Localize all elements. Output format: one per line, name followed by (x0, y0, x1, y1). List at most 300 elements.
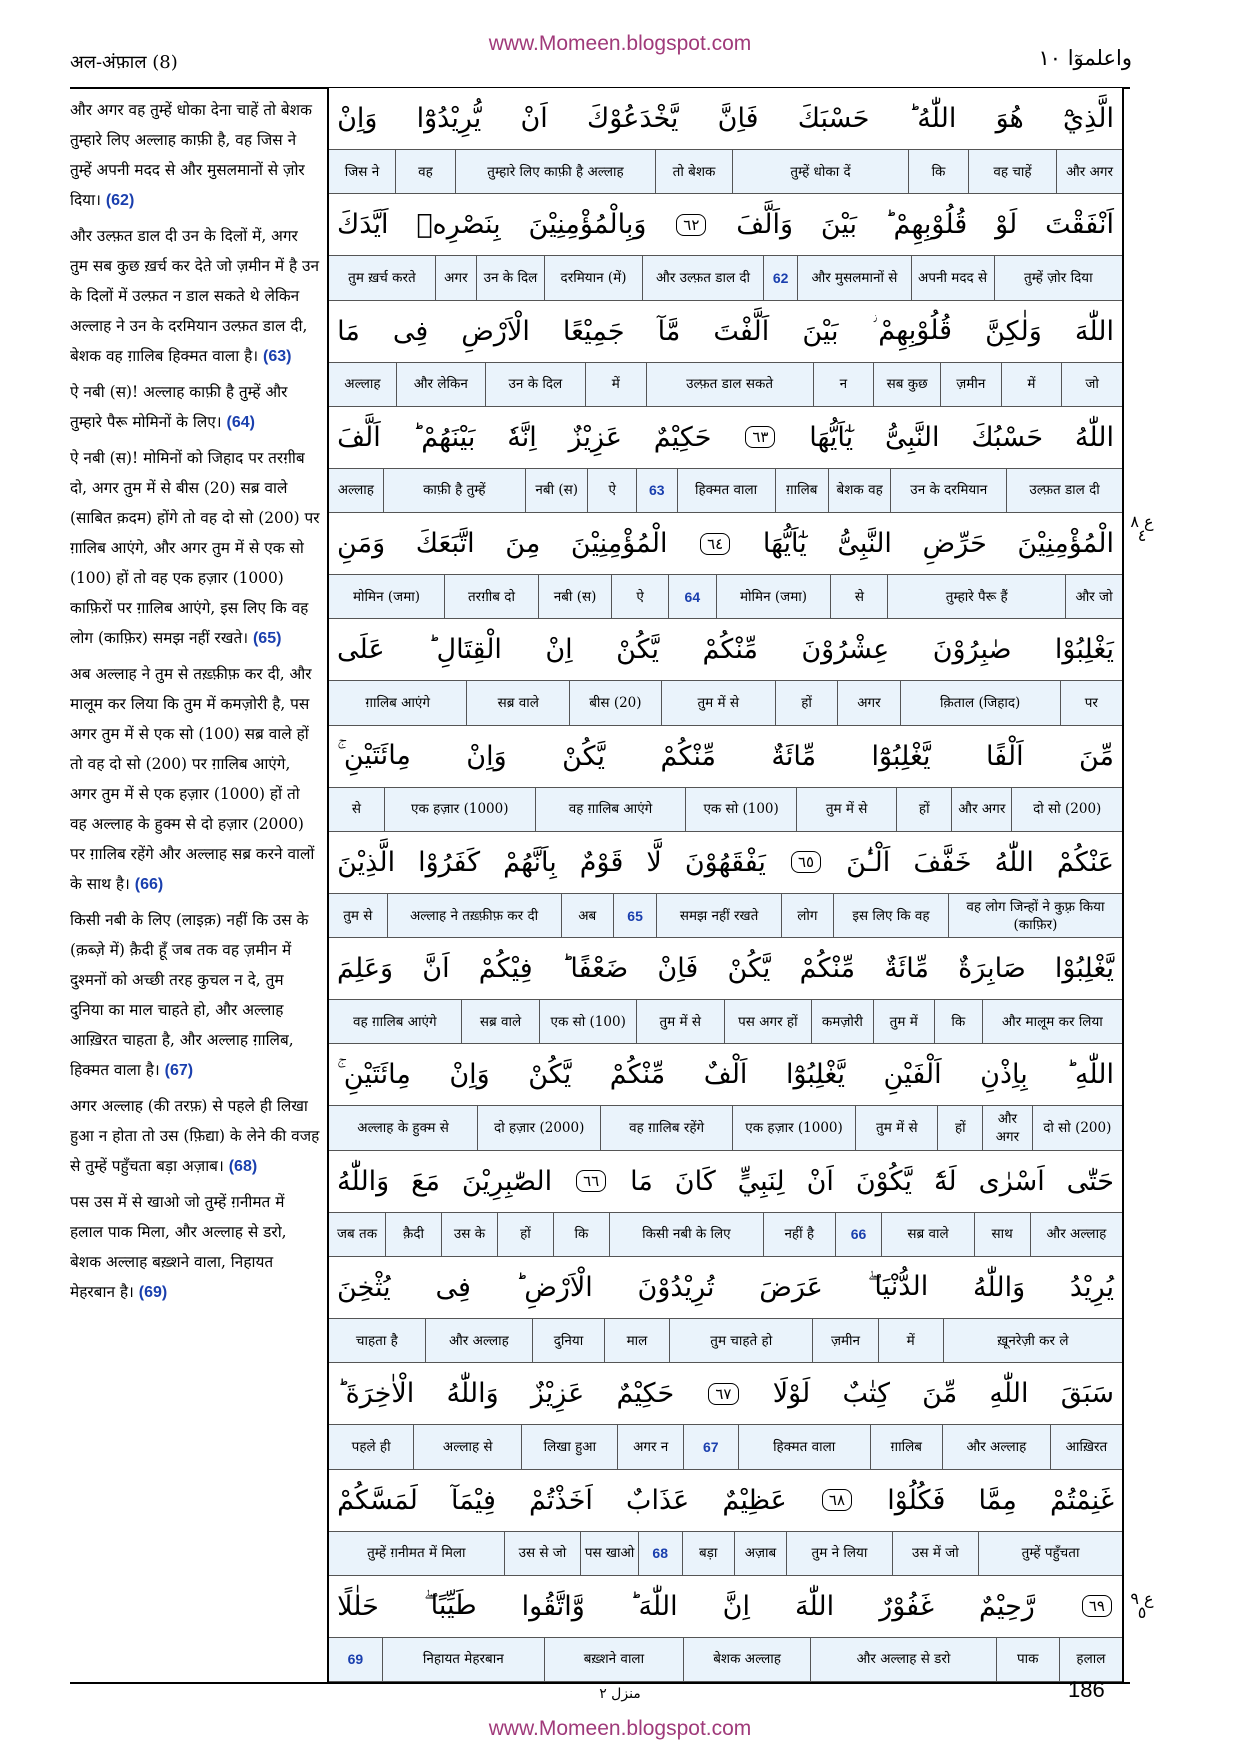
arabic-word: وَاِنْ (449, 1059, 490, 1091)
word-meaning: लिखा हुआ (521, 1425, 617, 1468)
word-meaning: कि (908, 150, 968, 193)
arabic-word: يَغْلِبُوْا (1054, 634, 1114, 666)
arabic-line (329, 88, 1122, 150)
translation-line (329, 1319, 1122, 1363)
arabic-word: مِنَ (505, 528, 541, 560)
word-meaning: आख़िरत (1050, 1425, 1122, 1468)
arabic-word: يُثْخِنَ (337, 1271, 391, 1303)
footer-rule (70, 1682, 1130, 1684)
word-meaning: अपनी मदद से (911, 256, 994, 299)
verse-number-cell: 64 (668, 575, 715, 618)
word-meaning: में (1001, 363, 1062, 406)
word-meaning: और उल्फ़त डाल दी (642, 256, 763, 299)
word-meaning: मोमिन (जमा) (716, 575, 831, 618)
word-meaning: तुम ख़र्च करते (348, 269, 416, 286)
word-meaning: हिक्मत वाला (677, 469, 775, 512)
arabic-word: الصّٰبِرِيْنَ (461, 1165, 553, 1197)
arabic-word: وَاَلَّفَ (736, 209, 793, 241)
word-meaning: कि (934, 1000, 982, 1043)
arabic-word: وَاِنْ (337, 103, 378, 134)
arabic-word: اَخَذْتُمْ (529, 1484, 593, 1516)
arabic-word: فِى (435, 1271, 471, 1303)
arabic-word: فِيْمَآ (451, 1484, 496, 1516)
translation-line (329, 1638, 1122, 1682)
verse-number-cell: 63 (636, 469, 677, 512)
arabic-word: وَمَنِ (337, 528, 386, 560)
header-url[interactable]: www.Momeen.blogspot.com (488, 32, 752, 55)
arabic-word: لَوْ (995, 209, 1018, 241)
arabic-line (329, 1257, 1122, 1319)
arabic-word: مِّائَةٌ (771, 740, 817, 772)
verse-number-cell: 66 (835, 1213, 882, 1256)
word-meaning: तुम्हें पहुँचता (978, 1532, 1122, 1575)
arabic-word: حَكِيْمٌ (653, 421, 712, 453)
arabic-line (329, 1151, 1122, 1213)
footer-url[interactable]: www.Momeen.blogspot.com (488, 1717, 752, 1740)
arabic-word: مِّنْكُمْ (609, 1059, 666, 1091)
translation-line (329, 1425, 1122, 1469)
arabic-word: حَلٰلًا (337, 1590, 379, 1622)
word-meaning: दो सो (200) (1032, 1106, 1122, 1149)
word-meaning: किसी नबी के लिए (609, 1213, 763, 1256)
word-meaning: वह (395, 150, 455, 193)
word-meaning: हों (497, 1213, 553, 1256)
word-meaning: में (585, 363, 646, 406)
arabic-word: الْاَرْضِ (461, 315, 530, 347)
word-meaning: ग़ालिब आएंगे (365, 694, 430, 711)
arabic-word: وَلٰكِنَّ (985, 315, 1042, 347)
arabic-word: الْمُؤْمِنِيْنَ (1017, 528, 1114, 560)
arabic-line (329, 407, 1122, 469)
verse-number: (64) (226, 414, 255, 431)
word-meaning: तुम्हें धोका दें (732, 150, 908, 193)
word-meaning: बेशक वह (828, 469, 890, 512)
word-meaning: हिक्मत वाला (738, 1425, 870, 1468)
arabic-word: اللّٰهِ ؕ (1066, 1059, 1114, 1091)
arabic-word: الْاَرْضِ ؕ (515, 1271, 593, 1303)
word-meaning: बख़्शने वाला (544, 1638, 683, 1681)
arabic-word: يَّغْلِبُوْٓا (785, 1059, 846, 1091)
word-meaning: उस के (441, 1213, 497, 1256)
word-meaning: वह ग़ालिब आएंगे (535, 788, 686, 831)
arabic-word: فَاِنَّ (717, 103, 759, 134)
translation-text: और उल्फ़त डाल दी उन के दिलों में, अगर तुम सब कुछ ख़र्च कर देते जो ज़मीन में है उन के दिलों में उल्फ़त न डाल सकते थे लेकिन अल्लाह ने उन के दरमियान उल्फ़त डाल दी, बेशक वह ग़ालिब हिक्मत वाला है। (70, 227, 320, 365)
verse-number: (67) (164, 1062, 194, 1079)
arabic-word: وَاللّٰهُ (446, 1378, 499, 1410)
verse-number: (62) (105, 192, 135, 209)
word-meaning: तुम्हें ग़नीमत में मिला (367, 1545, 466, 1562)
word-meaning: एक हज़ार (1000) (384, 788, 535, 831)
word-meaning: अगर (435, 256, 476, 299)
translation-line (329, 575, 1122, 619)
word-meaning: और अल्लाह से डरो (810, 1638, 995, 1681)
translation-text: और अगर वह तुम्हें धोका देना चाहें तो बेशक तुम्हारे लिए अल्लाह काफ़ी है, वह जिस ने तुम्हें अपनी मदद से और मुसलमानों से ज़ोर दिया। (70, 101, 312, 209)
word-meaning: कि (553, 1213, 609, 1256)
word-meaning: ख़ूनरेज़ी कर ले (943, 1319, 1122, 1362)
verse-number-cell: 69 (347, 1651, 364, 1668)
translation-text: अगर अल्लाह (की तरफ़) से पहले ही लिखा हुआ न होता तो उस (फ़िद्या) के लेने की वजह से तुम्हें पहुँचता बड़ा अज़ाब। (70, 1097, 320, 1175)
arabic-word: اَلْفٌ (703, 1059, 748, 1091)
word-meaning: तुम्हारे लिए काफ़ी है अल्लाह (455, 150, 655, 193)
arabic-word: اللّٰهُ ؕ (908, 103, 957, 134)
arabic-word: الْمُؤْمِنِيْنَ (570, 528, 668, 560)
word-meaning: उल्फ़त डाल सकते (646, 363, 813, 406)
arabic-line (329, 832, 1122, 894)
word-meaning: दुनिया (532, 1319, 604, 1362)
arabic-word: وَّاتَّقُوا (521, 1590, 585, 1622)
word-meaning: काफ़ी है तुम्हें (383, 469, 526, 512)
arabic-word: يَّكُنْ (616, 634, 660, 666)
word-meaning: दरमियान (में) (544, 256, 642, 299)
word-meaning: वह ग़ालिब रहेंगे (600, 1106, 732, 1149)
arabic-word: مِمَّا (978, 1484, 1017, 1516)
word-meaning: तुम में से (661, 681, 775, 724)
arabic-word: اللّٰهَ (1074, 315, 1114, 347)
word-meaning: ग़ालिब (870, 1425, 942, 1468)
arabic-word: مَا (630, 1165, 653, 1197)
arabic-word: بِاَنَّهُمْ (503, 846, 557, 878)
word-meaning: और अगर (951, 788, 1011, 831)
arabic-word: هُوَ (995, 103, 1024, 134)
arabic-word: يَّكُنْ (528, 1059, 572, 1091)
arabic-word: مَا (337, 315, 360, 347)
arabic-word: يَّكُنْ (562, 740, 606, 772)
arabic-word: كِتٰبٌ (842, 1378, 890, 1410)
arabic-word: مِّنْكُمْ (702, 634, 758, 666)
arabic-word: الْقِتَالِ ؕ (427, 634, 502, 666)
arabic-word: تُرِيْدُوْنَ (637, 1271, 715, 1303)
arabic-word: حَرِّضِ (922, 528, 987, 560)
arabic-word: يَّغْلِبُوْا (1054, 953, 1114, 985)
ayah-end-marker: ٦٨ (822, 1489, 852, 1511)
word-meaning: ज़मीन (812, 1319, 877, 1362)
arabic-word: اَلْـٰٔنَ (846, 846, 891, 878)
word-meaning: बीस (20) (569, 681, 660, 724)
word-meaning: उन के दरमियान (890, 469, 1006, 512)
word-meaning: तुम से (343, 907, 373, 924)
arabic-line (329, 938, 1122, 1000)
arabic-word: جَمِيْعًا (562, 315, 625, 347)
translation-line (329, 894, 1122, 938)
translation-paragraph (70, 659, 320, 900)
verse-number: (65) (252, 630, 282, 647)
arabic-word: اَيَّدَكَ (337, 209, 389, 241)
arabic-word: عَظِيْمٌ (722, 1484, 787, 1516)
word-meaning: में (878, 1319, 943, 1362)
arabic-word: صَابِرَةٌ (958, 953, 1026, 985)
word-meaning: नबी (स) (525, 469, 587, 512)
arabic-word: غَنِمْتُمْ (1050, 1484, 1114, 1516)
word-meaning: सब्र वाले (461, 1000, 540, 1043)
translation-line (329, 1532, 1122, 1576)
arabic-word: مِّنْكُمْ (660, 740, 716, 772)
word-meaning: अगर न (617, 1425, 683, 1468)
arabic-word: غَفُوْرٌ (879, 1590, 934, 1622)
word-meaning: बेशक अल्लाह (683, 1638, 810, 1681)
word-meaning: सब कुछ (873, 363, 940, 406)
arabic-word: وَاللّٰهُ (972, 1271, 1026, 1303)
arabic-word: اَنْ (520, 103, 548, 134)
translation-line (329, 681, 1122, 725)
arabic-word: اَسْرٰى (978, 1165, 1045, 1197)
word-meaning: पहले ही (351, 1438, 391, 1455)
word-meaning: अगर (837, 681, 899, 724)
arabic-line (329, 513, 1122, 575)
arabic-word: عَلَى (337, 634, 385, 666)
word-meaning: और अगर (982, 1106, 1031, 1149)
arabic-word: اللّٰهِ (989, 1378, 1029, 1410)
arabic-word: مَعَ (411, 1165, 440, 1197)
verse-number-cell: 62 (763, 256, 797, 299)
arabic-word: بَيْنَ (820, 209, 858, 241)
translation-paragraph (70, 377, 320, 438)
arabic-line (329, 1470, 1122, 1532)
arabic-line (329, 726, 1122, 788)
word-meaning: जो (1061, 363, 1122, 406)
word-meaning: बड़ा (682, 1532, 734, 1575)
arabic-word: فِيْكُمْ (478, 953, 533, 985)
word-meaning: लोग (781, 894, 833, 937)
word-meaning: चाहता है (355, 1332, 398, 1349)
arabic-word: مِّنَ (922, 1378, 958, 1410)
word-meaning: तुम चाहते हो (669, 1319, 812, 1362)
word-meaning: और मालूम कर लिया (982, 1000, 1122, 1043)
ayah-end-marker: ٦٩ (1082, 1595, 1112, 1617)
translation-paragraph (70, 443, 320, 654)
arabic-word: خَفَّفَ (913, 846, 972, 878)
page-number: 186 (1068, 1677, 1105, 1702)
arabic-word: بَيْنَ (802, 315, 839, 347)
arabic-word: اَلَّفَ (337, 421, 381, 453)
translation-paragraph (70, 1091, 320, 1182)
arabic-word: مِّنْكُمْ (799, 953, 856, 985)
word-meaning: उल्फ़त डाल दी (1006, 469, 1122, 512)
translation-text: पस उस में से खाओ जो तुम्हें ग़नीमत में हलाल पाक मिला, और अल्लाह से डरो, बेशक अल्लाह बख़्शने वाला, निहायत मेहरबान है। (70, 1193, 287, 1301)
word-meaning: इस लिए कि वह (833, 894, 948, 937)
translation-paragraph (70, 905, 320, 1086)
word-meaning: हों (775, 681, 837, 724)
word-meaning: अल्लाह के हुक्म से (357, 1120, 449, 1137)
manzil-label: منزل ٢ (599, 1686, 641, 1702)
word-meaning: से (830, 575, 887, 618)
arabic-word: عِشْرُوْنَ (801, 634, 890, 666)
arabic-word: اتَّبَعَكَ (415, 528, 475, 560)
arabic-word: يَّغْلِبُوْٓا (871, 740, 931, 772)
arabic-word: قَوْمٌ (579, 846, 624, 878)
word-meaning: तुम्हारे पैरू हैं (887, 575, 1065, 618)
word-meaning: ज़मीन (940, 363, 1001, 406)
word-meaning: दो हज़ार (2000) (477, 1106, 600, 1149)
translation-line (329, 363, 1122, 407)
word-meaning: और अगर (1056, 150, 1122, 193)
ayah-end-marker: ٦٧ (708, 1383, 738, 1405)
arabic-word: لَهٗٓ (933, 1165, 957, 1197)
translation-text: ऐ नबी (स)! अल्लाह काफ़ी है तुम्हें और तुम्हारे पैरू मोमिनों के लिए। (70, 383, 288, 431)
arabic-word: مِائَتَيْنِ ۚ (337, 740, 411, 772)
word-meaning: एक सो (100) (685, 788, 796, 831)
word-meaning: तुम में (873, 1000, 934, 1043)
arabic-word: يٰٓاَيُّهَا (762, 528, 807, 560)
word-meaning: जब तक (337, 1226, 378, 1243)
arabic-word: يَّكُنْ (727, 953, 771, 985)
arabic-word: يَّخْدَعُوْكَ (587, 103, 679, 134)
word-meaning: अल्लाह ने तख़्फ़ीफ़ कर दी (387, 894, 561, 937)
verse-number: (69) (138, 1284, 168, 1301)
ayah-end-marker: ٦٣ (745, 426, 775, 448)
arabic-word: اِنْ (545, 634, 573, 666)
word-meaning: हों (937, 1106, 982, 1149)
word-meaning: हलाल (1059, 1638, 1122, 1681)
word-meaning: क़ैदी (385, 1213, 441, 1256)
arabic-word: اِنَّهٗ (507, 421, 537, 453)
word-meaning: और लेकिन (396, 363, 485, 406)
arabic-word: عَذَابٌ (626, 1484, 690, 1516)
word-by-word-grid (327, 88, 1124, 1682)
translation-line (329, 1000, 1122, 1044)
arabic-word: صٰبِرُوْنَ (932, 634, 1012, 666)
word-meaning: से (351, 801, 362, 818)
word-meaning: अज़ाब (734, 1532, 786, 1575)
word-meaning: नबी (स) (538, 575, 611, 618)
arabic-word: النَّبِىُّ (885, 421, 940, 453)
word-meaning: जिस ने (344, 163, 380, 180)
word-meaning: उस में जो (892, 1532, 978, 1575)
rukuu-mark: ع ٩ ٥ (1130, 1589, 1154, 1622)
translation-text: अब अल्लाह ने तुम से तख़्फ़ीफ़ कर दी, और मालूम कर लिया कि तुम में कमज़ोरी है, पस अगर तुम में से एक सो (100) सब्र वाले हों तो वह दो सो (200) पर ग़ालिब आएंगे, अगर तुम में से एक हज़ार (1000) हों तो वह अल्लाह के हुक्म से दो हज़ार (2000) पर ग़ालिब रहेंगे और अल्लाह सब्र करने वालों के साथ है। (70, 665, 315, 893)
word-meaning: वह ग़ालिब आएंगे (353, 1013, 437, 1030)
arabic-word: اللّٰهَ (795, 1590, 835, 1622)
surah-name: अल-अंफ़ाल (8) (70, 52, 178, 73)
arabic-word: مِائَتَيْنِ ۚ (337, 1058, 411, 1090)
arabic-line (329, 1576, 1122, 1638)
arabic-word: قُلُوْبِهِمْ ؕ (884, 209, 968, 241)
ayah-end-marker: ٦٤ (700, 533, 730, 555)
arabic-word: قُلُوْبِهِمْ ؗ (871, 315, 953, 347)
word-meaning: पस खाओ (580, 1532, 638, 1575)
word-meaning: हों (896, 788, 951, 831)
word-meaning: समझ नहीं रखते (656, 894, 780, 937)
word-meaning: तुम में से (636, 1000, 724, 1043)
arabic-word: مَّآ (657, 315, 681, 347)
word-meaning: उन के दिल (485, 363, 585, 406)
word-meaning: और अल्लाह (942, 1425, 1050, 1468)
arabic-word: فَاِنْ (657, 953, 699, 985)
arabic-word: عَرَضَ (759, 1271, 823, 1303)
ayah-end-marker: ٦٥ (791, 851, 821, 873)
translation-line (329, 1106, 1122, 1150)
arabic-word: اللّٰهَ ؕ (629, 1590, 678, 1622)
word-meaning: उन के दिल (476, 256, 544, 299)
translation-column (70, 95, 320, 1313)
word-meaning: सब्र वाले (881, 1213, 973, 1256)
translation-line (329, 256, 1122, 300)
arabic-word: لَمَسَّكُمْ (337, 1484, 418, 1516)
rukuu-mark: ع ٨ ٤ (1130, 512, 1154, 545)
arabic-word: اَلْفًا (985, 740, 1024, 772)
arabic-word: وَعَلِمَ (337, 953, 394, 985)
word-meaning: माल (604, 1319, 669, 1362)
word-meaning: न (813, 363, 874, 406)
arabic-word: عَنْكُمْ (1056, 846, 1114, 878)
translation-text: ऐ नबी (स)! मोमिनों को जिहाद पर तरग़ीब दो, अगर तुम में से बीस (20) सब्र वाले (साबित क़दम) होंगे तो वह दो सो (200) पर ग़ालिब आएंगे, और अगर तुम में से एक सो (100) हों तो वह एक हज़ार (1000) काफ़िरों पर ग़ालिब आएंगे, इस लिए कि वह लोग (काफ़िर) समझ नहीं रखते। (70, 449, 320, 647)
word-meaning: ऐ (611, 575, 668, 618)
verse-number: (63) (263, 348, 292, 365)
arabic-word: اَلْفَيْنِ (883, 1059, 942, 1091)
arabic-word: رَّحِيْمٌ (978, 1590, 1035, 1622)
verse-number: (68) (228, 1158, 258, 1175)
arabic-line (329, 1044, 1122, 1106)
arabic-word: اَنَّ (422, 953, 450, 985)
word-meaning: साथ (974, 1213, 1030, 1256)
word-meaning: तरग़ीब दो (444, 575, 538, 618)
arabic-word: سَبَقَ (1060, 1378, 1114, 1410)
arabic-word: مِّائَةٌ (884, 953, 929, 985)
arabic-word: حَسْبُكَ (971, 421, 1044, 453)
word-meaning: अल्लाह (344, 376, 381, 393)
word-meaning: ऐ (587, 469, 636, 512)
translation-line (329, 469, 1122, 513)
word-meaning: सब्र वाले (466, 681, 569, 724)
arabic-word: كَفَرُوْا (418, 846, 481, 878)
arabic-word: بَيْنَهُمْ ؕ (412, 421, 476, 453)
arabic-word: حَكِيْمٌ (616, 1378, 675, 1410)
verse-number-cell: 67 (683, 1425, 738, 1468)
translation-text: किसी नबी के लिए (लाइक़) नहीं कि उस के (क़ब्ज़े में) क़ैदी हूँ जब तक वह ज़मीन में दुश्मनों को अच्छी तरह कुचल न दे, तुम दुनिया का माल चाहते हो, और अल्लाह आख़िरत चाहता है, और अल्लाह ग़ालिब, हिक्मत वाला है। (70, 911, 309, 1079)
arabic-word: اَنْ (806, 1165, 834, 1197)
word-meaning: पर (1060, 681, 1122, 724)
arabic-word: حَتّٰى (1066, 1165, 1114, 1197)
arabic-word: بِنَصْرِهٖ (416, 209, 501, 241)
arabic-word: الْاٰخِرَةَ ؕ (337, 1378, 415, 1410)
arabic-word: لَوْلَا (772, 1378, 811, 1410)
arabic-line (329, 301, 1122, 363)
word-meaning: नहीं है (763, 1213, 835, 1256)
arabic-word: كَانَ (674, 1165, 716, 1197)
arabic-word: حَسْبَكَ (797, 103, 870, 134)
translation-paragraph (70, 95, 320, 216)
word-meaning: तुम में से (855, 1106, 937, 1149)
translation-paragraph (70, 1187, 320, 1308)
word-meaning: अल्लाह (337, 482, 374, 499)
arabic-word: لِنَبِيٍّ (737, 1165, 785, 1197)
word-meaning: निहायत मेहरबान (382, 1638, 544, 1681)
word-meaning: कमज़ोरी (811, 1000, 872, 1043)
word-meaning: दो सो (200) (1011, 788, 1122, 831)
arabic-word: فَكُلُوْا (887, 1484, 946, 1516)
word-meaning: पाक (996, 1638, 1059, 1681)
word-meaning: अल्लाह से (413, 1425, 521, 1468)
arabic-word: يُّرِيْدُوْٓا (416, 103, 482, 134)
arabic-word: اللّٰهُ (994, 846, 1034, 878)
word-meaning: तुम्हें ज़ोर दिया (994, 256, 1122, 299)
word-meaning: उस से जो (504, 1532, 581, 1575)
arabic-word: بِاِذْنِ (980, 1059, 1028, 1091)
arabic-word: يَفْقَهُوْنَ (684, 846, 766, 878)
juz-name: واعلموٓا ١٠ (1038, 46, 1132, 70)
word-meaning: तुम में से (796, 788, 896, 831)
translation-line (329, 150, 1122, 194)
arabic-word: مِّنَ (1078, 740, 1114, 772)
arabic-word: ضَعْفًا ؕ (561, 953, 629, 985)
arabic-word: اَلَّفْتَ (713, 315, 770, 347)
word-meaning: तो बेशक (655, 150, 732, 193)
verse-number-cell: 68 (638, 1532, 682, 1575)
arabic-word: اللّٰهُ (1074, 421, 1114, 453)
word-meaning: और मुसलमानों से (797, 256, 910, 299)
word-meaning: और अल्लाह (425, 1319, 533, 1362)
arabic-word: عَزِيْزٌ (530, 1378, 585, 1410)
arabic-word: فِى (392, 315, 429, 347)
